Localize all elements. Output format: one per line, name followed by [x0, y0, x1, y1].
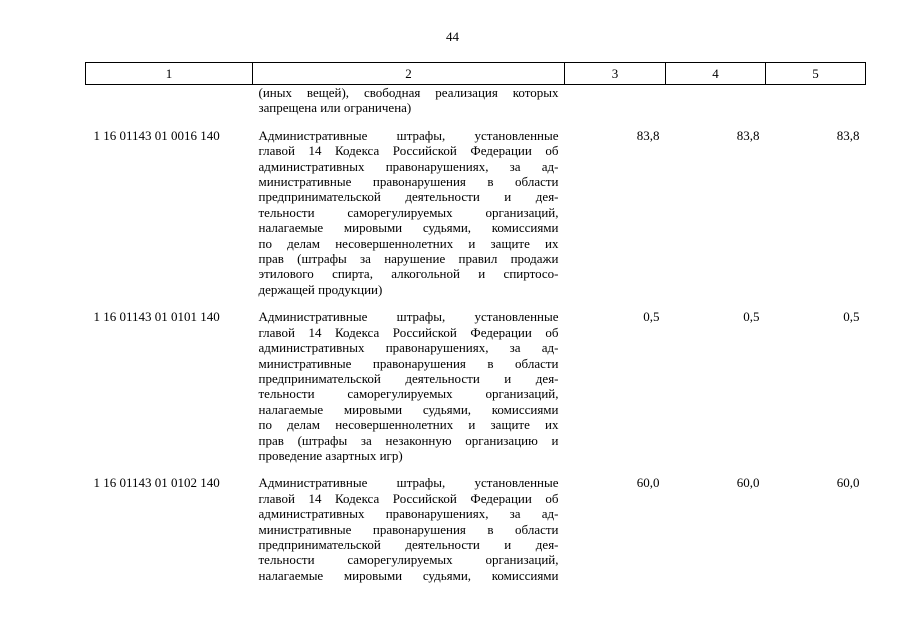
- description-line: Административные штрафы, установленные: [258, 475, 559, 491]
- value-col3: 83,8: [636, 127, 660, 143]
- description-line: министративные правонарушения в области: [258, 174, 559, 190]
- description-line: этилового спирта, алкогольной и спиртосо-: [258, 266, 559, 282]
- description-line: административных правонарушениях, за ад-: [258, 158, 559, 174]
- description-line: по делам несовершеннолетних и защите их: [258, 235, 559, 251]
- column-header-2: 2: [253, 63, 565, 85]
- budget-table: [85, 62, 866, 595]
- description-line: налагаемые мировыми судьями, комиссиями: [258, 220, 559, 236]
- description-cell: [253, 85, 565, 128]
- value-col3: 0,5: [643, 309, 660, 325]
- table-row-continuation: [86, 85, 866, 128]
- value-col5: 0,5: [843, 309, 860, 325]
- description-line: держащей продукции): [258, 281, 383, 297]
- description-line: прав (штрафы за нарушение правил продажи: [258, 251, 559, 267]
- table-row: [86, 475, 866, 595]
- description-line: по делам несовершеннолетних и защите их: [258, 417, 559, 433]
- description-line: административных правонарушениях, за ад-: [258, 506, 559, 522]
- column-header-3: 3: [565, 63, 666, 85]
- code-cell: 1 16 01143 01 0101 140: [93, 309, 220, 325]
- description-line: Административные штрафы, установленные: [258, 309, 559, 325]
- value-col4: 0,5: [743, 309, 760, 325]
- description-line: тельности саморегулируемых организаций,: [258, 552, 559, 568]
- value-col4: 83,8: [736, 127, 760, 143]
- code-cell: 1 16 01143 01 0016 140: [93, 127, 220, 143]
- description-line: предпринимательской деятельности и дея-: [258, 189, 559, 205]
- description-line: проведение азартных игр): [258, 447, 403, 463]
- description-line: Административные штрафы, установленные: [258, 127, 559, 143]
- column-header-1: 1: [86, 63, 253, 85]
- table-row: [86, 128, 866, 309]
- description-line: налагаемые мировыми судьями, комиссиями: [258, 401, 559, 417]
- description-line: главой 14 Кодекса Российской Федерации об: [258, 490, 559, 506]
- description-line: главой 14 Кодекса Российской Федерации об: [258, 143, 559, 159]
- description-line: административных правонарушениях, за ад-: [258, 340, 559, 356]
- description-line: тельности саморегулируемых организаций,: [258, 204, 559, 220]
- description-cell: [253, 475, 565, 595]
- description-line: тельности саморегулируемых организаций,: [258, 386, 559, 402]
- description-line: прав (штрафы за незаконную организацию и: [258, 432, 559, 448]
- description-line: запрещена или ограничена): [258, 100, 412, 116]
- value-col5: 60,0: [836, 475, 860, 491]
- table-row: [86, 309, 866, 475]
- description-cell: [253, 128, 565, 309]
- table-header-row: [86, 63, 866, 85]
- code-cell: 1 16 01143 01 0102 140: [93, 475, 220, 491]
- description-line: министративные правонарушения в области: [258, 355, 559, 371]
- description-line: главой 14 Кодекса Российской Федерации об: [258, 324, 559, 340]
- value-col5: 83,8: [836, 127, 860, 143]
- description-line: предпринимательской деятельности и дея-: [258, 370, 559, 386]
- code-cell: [86, 85, 253, 128]
- page-number: 44: [446, 29, 459, 44]
- description-line: (иных вещей), свободная реализация которых: [258, 85, 559, 100]
- description-line: министративные правонарушения в области: [258, 521, 559, 537]
- column-header-4: 4: [666, 63, 766, 85]
- description-line: предпринимательской деятельности и дея-: [258, 536, 559, 552]
- column-header-5: 5: [766, 63, 866, 85]
- value-col4: 60,0: [736, 475, 760, 491]
- description-cell: [253, 309, 565, 475]
- description-line: налагаемые мировыми судьями, комиссиями: [258, 567, 559, 583]
- value-col3: 60,0: [636, 475, 660, 491]
